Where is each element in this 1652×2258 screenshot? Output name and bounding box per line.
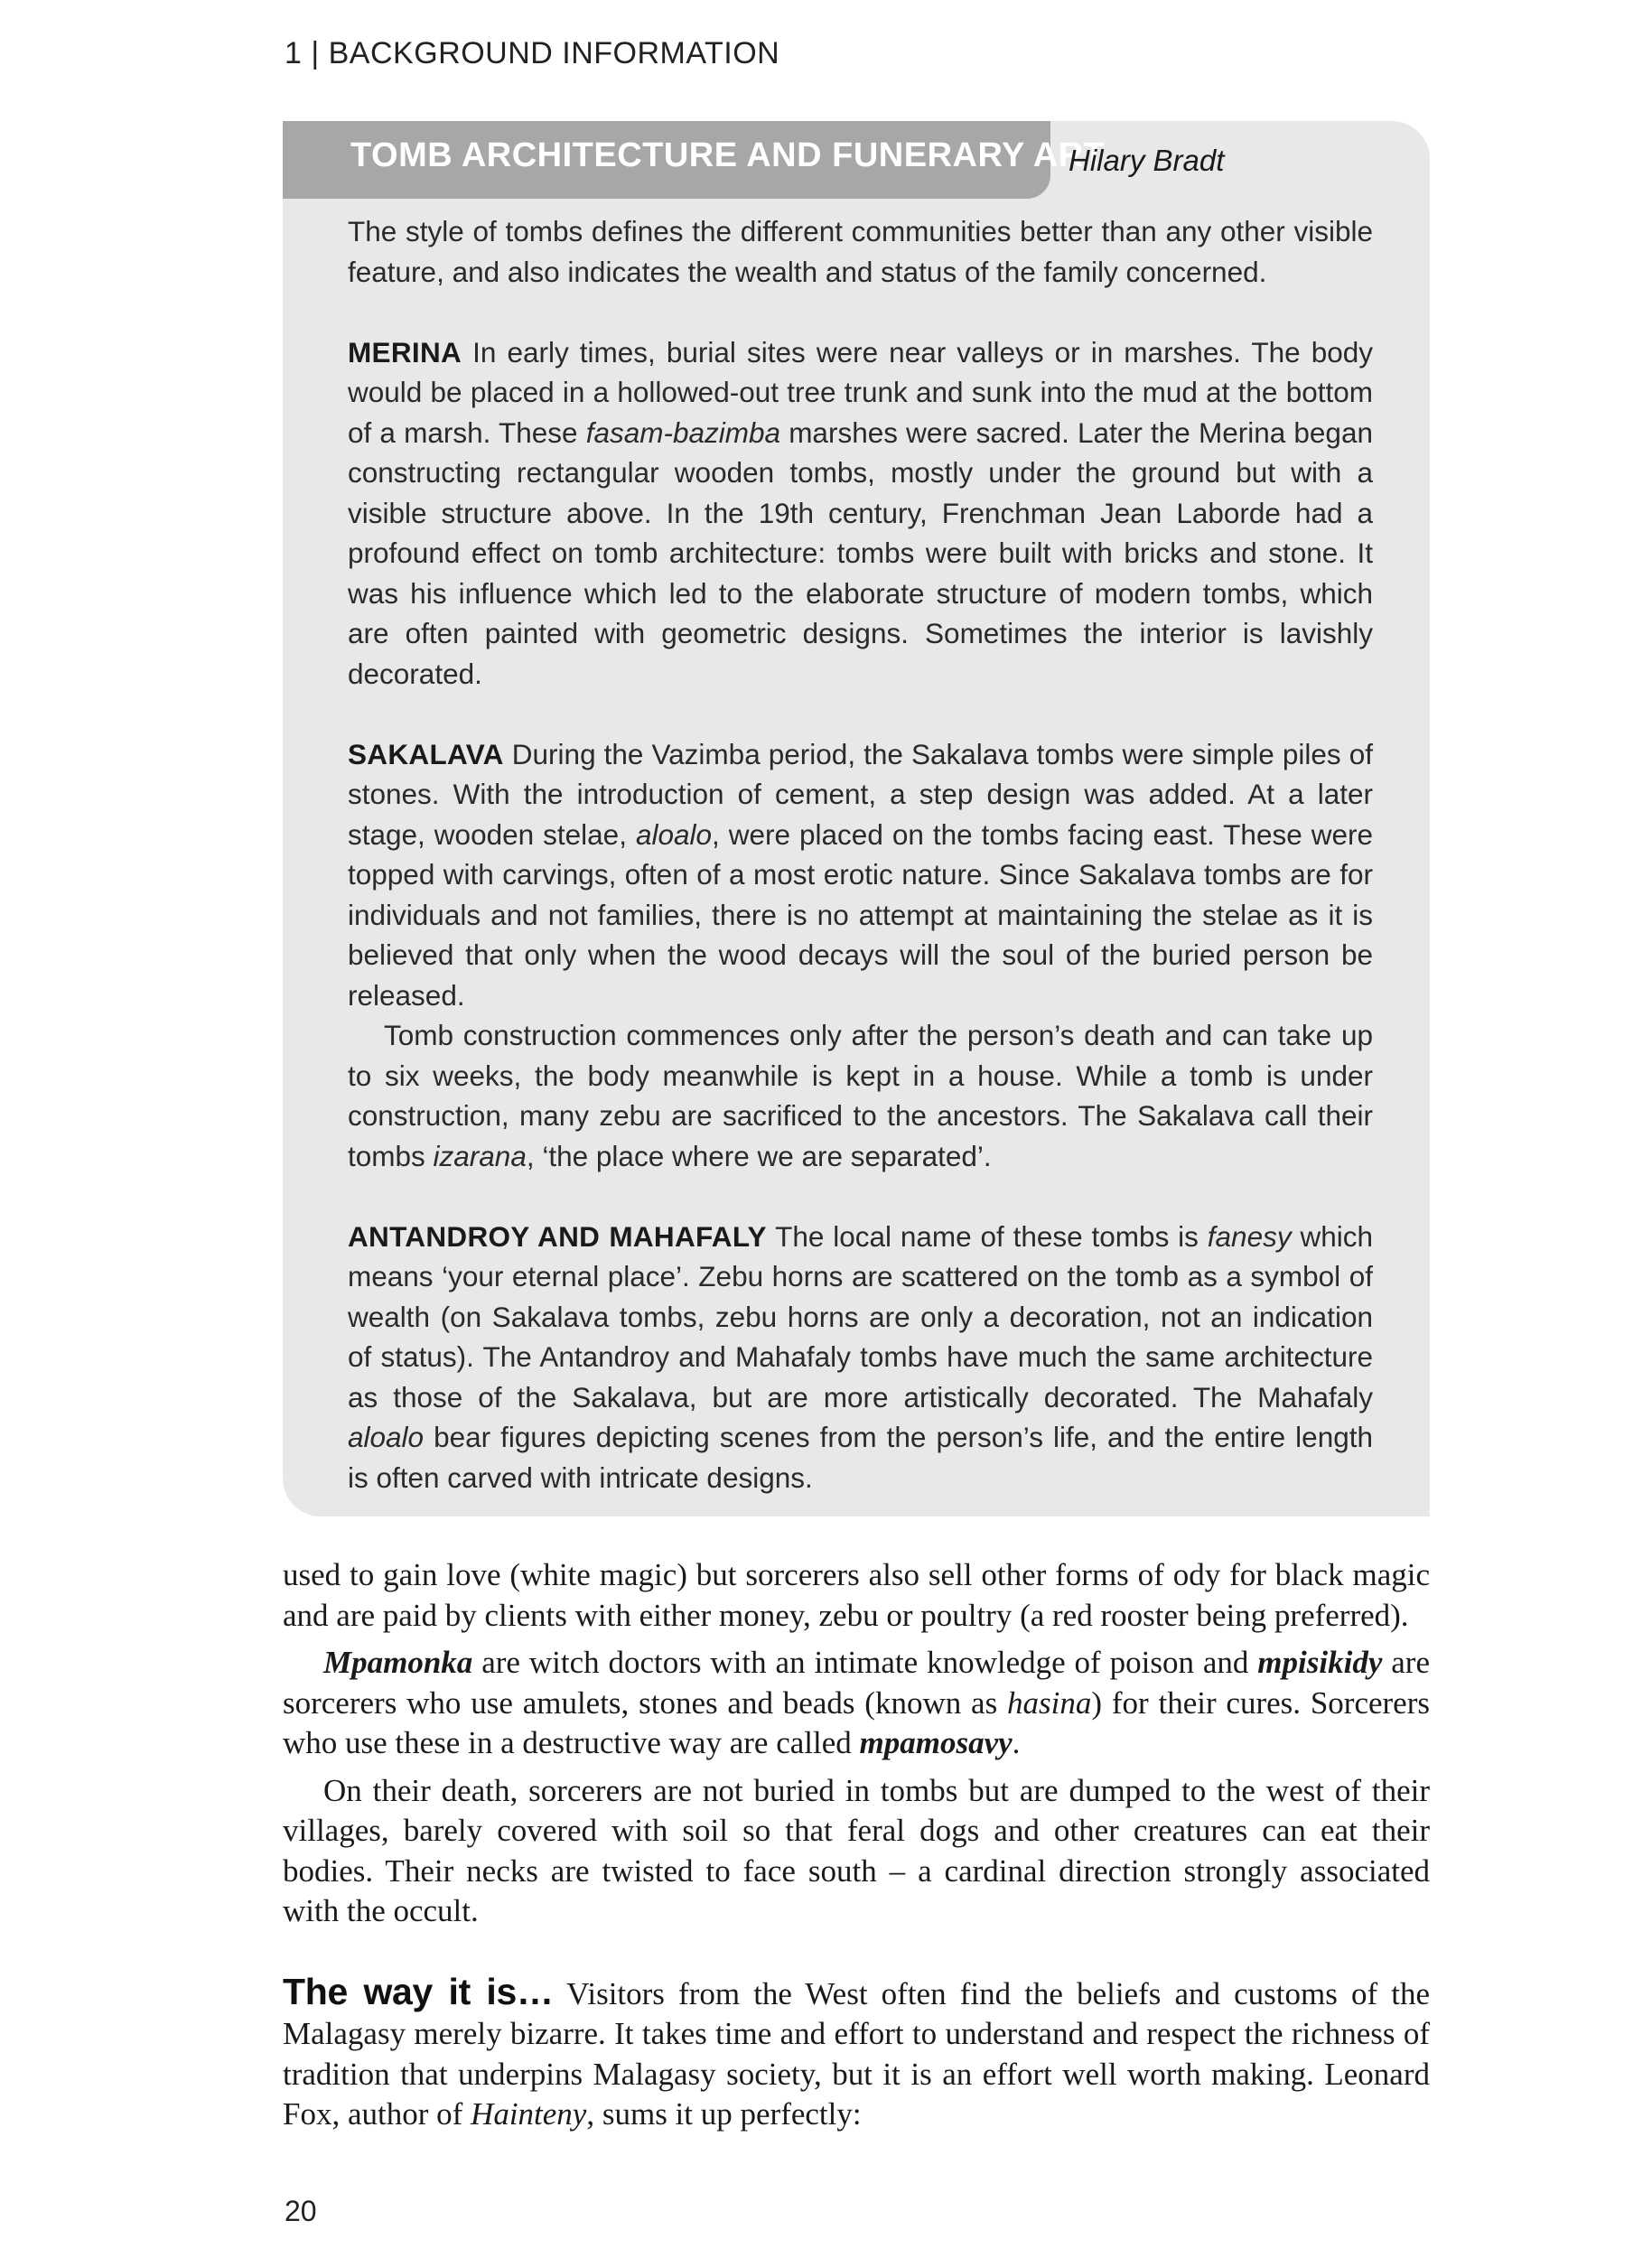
antandroy-term-2: aloalo [348, 1421, 425, 1453]
sidebar-box [283, 121, 1430, 1516]
sakalava-text-1: During the Vazimba period, the Sakalava tombs were simple piles of stones. With the introduction of cement, a step design was added. At a later stage, wooden stelae, [348, 737, 1373, 851]
merina-text-2: marshes were sacred. Later the Merina began constructing rectangular wooden tombs, mostly under the ground but with a visible structure above. In the 19th century, Frenchman Jean Laborde had a profound effect on tomb architecture: tombs were built with bricks and stone. It was his influence which led to the elaborate structure of modern tombs, which are often painted with geometric designs. Sometimes the interior is lavishly decorated. [348, 415, 1373, 690]
sakalava-heading: SAKALAVA [348, 737, 504, 770]
sakalava-text-2: , were placed on the tombs facing east. These were topped with carvings, often of a most erotic nature. Since Sakalava tombs are for individuals and not families, there is no attempt at maintaining the stelae as it is believed that only when the wood decays will the soul of the buried person be released. [348, 817, 1373, 1012]
main-p2-text-1: are witch doctors with an intimate knowledge of poison and [472, 1645, 1258, 1680]
box-title: TOMB ARCHITECTURE AND FUNERARY ART [350, 136, 1106, 174]
sakalava-p2-text-1: Tomb construction commences only after the person’s death and can take up to six weeks, the body meanwhile is kept in a house. While a tomb is under construction, many zebu are sacrificed to the ancestors. The Sakalava call their tombs [348, 1019, 1373, 1172]
section-text-1: Visitors from the West often find the beliefs and customs of the Malagasy merely bizarre. It takes time and effort to understand and respect the richness of tradition that underpins Malagasy society, but it is an effort well worth making. Leonard Fox, author of [283, 1975, 1430, 2132]
main-paragraph-2 [283, 1643, 1430, 1764]
merina-term: fasam-bazimba [585, 415, 781, 449]
antandroy-text-1: The local name of these tombs is [766, 1219, 1208, 1253]
merina-text-1: In early times, burial sites were near valleys or in marshes. The body would be placed in a hollowed-out tree trunk and sunk into the mud at the bottom of a marsh. These [348, 335, 1373, 449]
section-heading: The way it is… [283, 1970, 554, 2012]
main-p2-text-2: are sorcerers who use amulets, stones and beads (known as [283, 1645, 1430, 1721]
main-paragraph-3: On their death, sorcerers are not buried in tombs but are dumped to the west of their villages, barely covered with soil so that feral dogs and other creatures can eat their bodies. Their necks are twisted to face south – a cardinal direction strongly associated with the occult. [283, 1772, 1430, 1928]
running-head: 1 | BACKGROUND INFORMATION [285, 36, 780, 70]
main-paragraph-1: used to gain love (white magic) but sorcerers also sell other forms of ody for black magic and are paid by clients with either money, zebu or poultry (a red rooster being preferred). [283, 1557, 1430, 1633]
sakalava-paragraph-2 [348, 1015, 1373, 1176]
term-hainteny: Hainteny [471, 2096, 587, 2132]
merina-heading: MERINA [348, 335, 462, 369]
antandroy-text-2: which means ‘your eternal place’. Zebu horns are scattered on the tomb as a symbol of wealth (on Sakalava tombs, zebu horns are only a decoration, not an indication of status). The Antandroy and Mahafaly tombs have much the same architecture as those of the Sakalava, but are more artistically decorated. The Mahafaly [348, 1219, 1373, 1414]
antandroy-text-3: bear figures depicting scenes from the person’s life, and the entire length is often carved with intricate designs. [348, 1421, 1373, 1494]
box-body [348, 211, 1373, 1498]
sakalava-term: aloalo [635, 817, 713, 851]
sakalava-p2-text-2: , ‘the place where we are separated’. [526, 1139, 992, 1172]
section-text-2: , sums it up perfectly: [586, 2096, 862, 2132]
main-p2-text-3: ) for their cures. Sorcerers who use these in a destructive way are called [283, 1684, 1430, 1760]
main-text [283, 1555, 1430, 2135]
sakalava-p2-term: izarana [433, 1139, 527, 1172]
main-p2-text-4: . [1012, 1725, 1021, 1760]
antandroy-term-1: fanesy [1207, 1219, 1292, 1253]
section-paragraph [283, 1972, 1430, 2135]
term-mpamosavy: mpamosavy [859, 1725, 1013, 1760]
box-title-tab [283, 121, 1106, 199]
box-intro-paragraph: The style of tombs defines the different communities better than any other visible feature, and also indicates the wealth and status of the family concerned. [348, 215, 1373, 288]
term-mpisikidy: mpisikidy [1257, 1645, 1383, 1680]
page-number: 20 [285, 2195, 317, 2227]
sakalava-paragraph [348, 734, 1373, 1016]
antandroy-heading: ANTANDROY AND MAHAFALY [348, 1219, 767, 1253]
antandroy-paragraph [348, 1217, 1373, 1498]
merina-paragraph [348, 332, 1373, 695]
box-author: Hilary Bradt [1069, 144, 1225, 177]
term-hasina: hasina [1007, 1684, 1092, 1721]
term-mpamonka: Mpamonka [323, 1645, 473, 1680]
